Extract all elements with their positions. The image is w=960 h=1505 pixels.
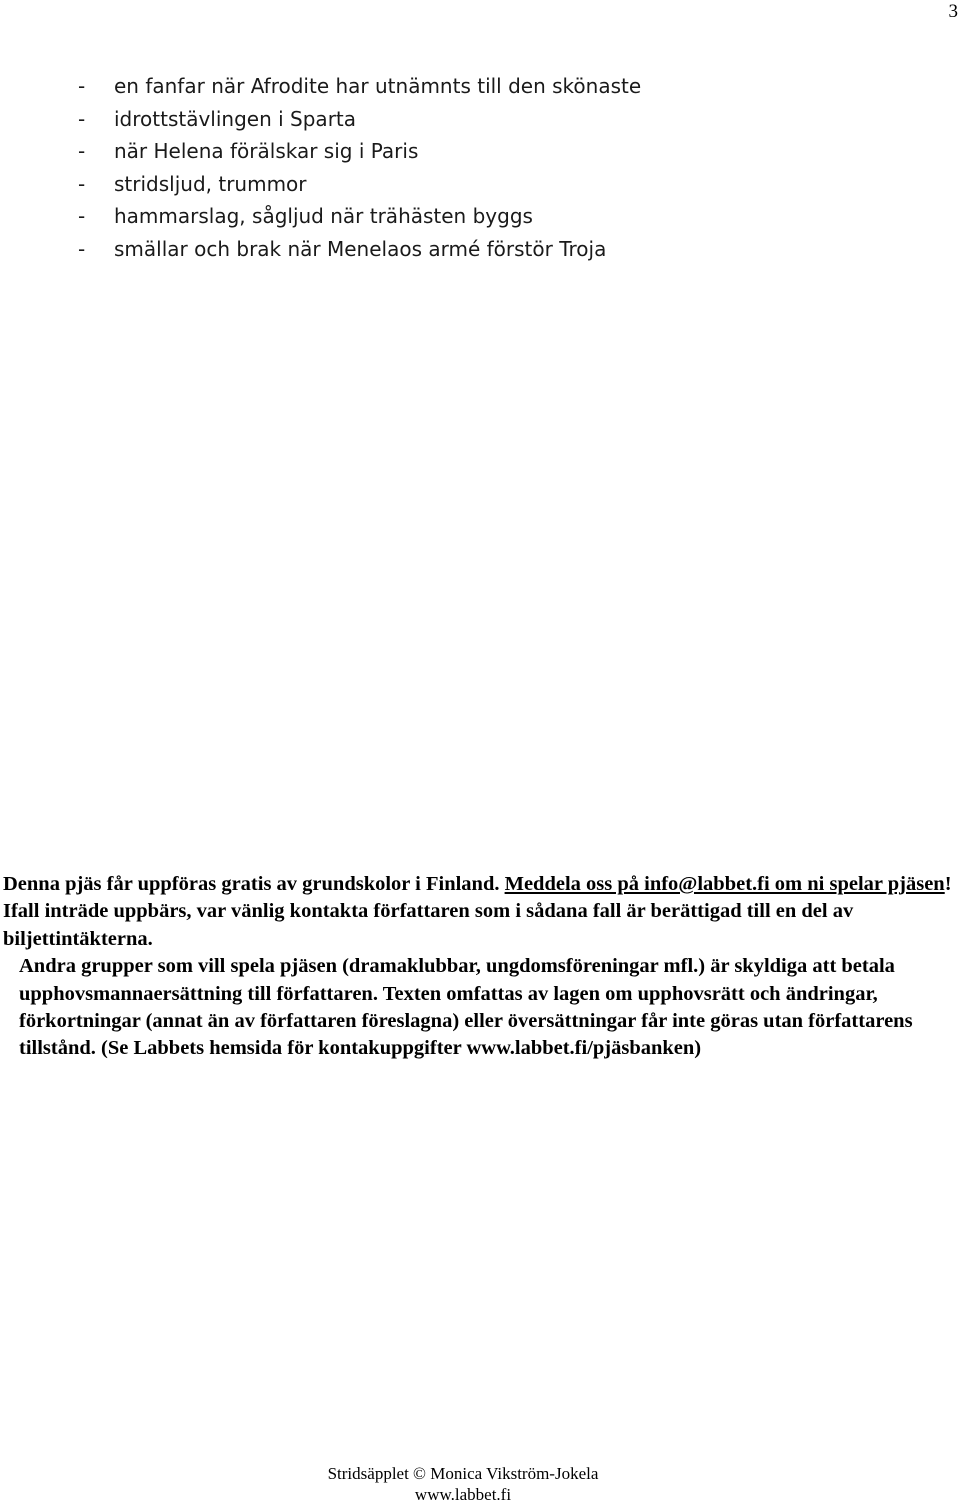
list-dash: - xyxy=(78,139,86,163)
list-item xyxy=(78,233,641,266)
list-dash: - xyxy=(78,236,86,261)
list-item xyxy=(78,200,641,233)
list-item xyxy=(78,135,641,168)
contact-email-link[interactable]: Meddela oss på info@labbet.fi om ni spelar pjäsen xyxy=(504,873,945,895)
performance-rights-notice xyxy=(3,871,959,1063)
list-item-text: hammarslag, sågljud när trähästen byggs xyxy=(114,204,533,228)
notice-ticket-info: ! Ifall inträde uppbärs, var vänlig kontakta författaren som i sådana fall är berättigad till en del av biljettintäkterna. xyxy=(3,873,952,950)
sound-effects-list xyxy=(78,70,641,265)
footer-website: www.labbet.fi xyxy=(414,1485,512,1504)
page-number: 3 xyxy=(948,1,958,22)
footer-copyright: Stridsäpplet © Monica Vikström-Jokela xyxy=(327,1464,599,1483)
list-item xyxy=(78,103,641,136)
list-item-text: en fanfar när Afrodite har utnämnts till den skönaste xyxy=(114,74,642,98)
list-item-text: idrottstävlingen i Sparta xyxy=(114,106,357,131)
list-dash: - xyxy=(78,74,86,98)
list-item-text: smällar och brak när Menelaos armé förstör Troja xyxy=(114,236,607,261)
list-dash: - xyxy=(78,106,86,131)
notice-paragraph-other-groups: Andra grupper som vill spela pjäsen (dramaklubbar, ungdomsföreningar mfl.) är skyldiga att betala upphovsmannaersättning till författaren. Texten omfattas av lagen om upphovsrätt och ändringar, förkortningar (annat än av författaren föreslagna) eller översättningar får inte göras utan författarens tillstånd. (Se Labbets hemsida för kontakuppgifter www.labbet.fi/pjäsbanken) xyxy=(19,955,913,1060)
notice-intro: Denna pjäs får uppföras gratis av grundskolor i Finland. xyxy=(3,873,505,895)
list-item xyxy=(78,70,641,103)
list-item-text: när Helena förälskar sig i Paris xyxy=(114,139,419,163)
list-item xyxy=(78,168,641,201)
list-dash: - xyxy=(78,171,86,196)
list-item-text: stridsljud, trummor xyxy=(114,171,307,196)
notice-paragraph-schools xyxy=(3,871,959,953)
list-dash: - xyxy=(78,204,86,228)
